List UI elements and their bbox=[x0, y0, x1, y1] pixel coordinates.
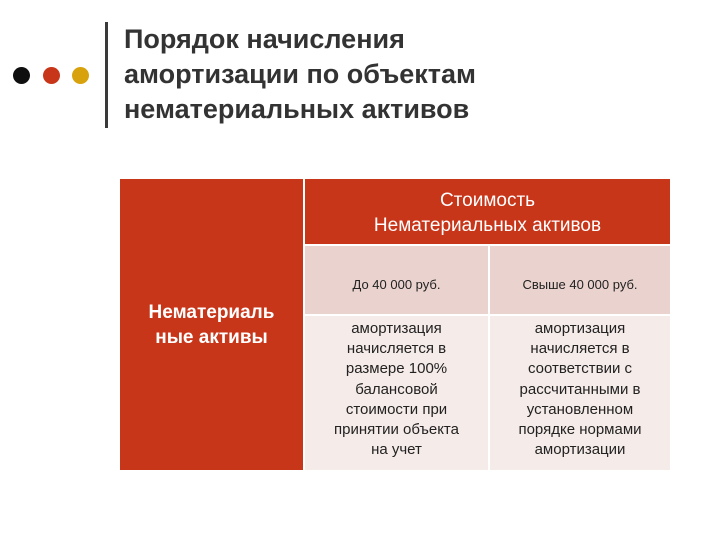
title-line: нематериальных активов bbox=[124, 94, 470, 124]
body-line: балансовой bbox=[355, 380, 438, 398]
body-line: амортизация bbox=[534, 320, 626, 337]
body-line: амортизация bbox=[351, 320, 442, 337]
body-line: соответствии с bbox=[527, 360, 632, 378]
subheader-label-under-40000: До 40 000 руб. bbox=[352, 277, 441, 292]
body-line: рассчитанными в bbox=[519, 380, 641, 398]
body-line: размере 100% bbox=[345, 360, 448, 378]
gold-dot-icon bbox=[72, 67, 89, 84]
body-line: стоимости при bbox=[345, 400, 448, 418]
body-line: амортизации bbox=[534, 441, 626, 459]
body-line: начисляется в bbox=[530, 340, 630, 358]
row-header-text bbox=[120, 300, 303, 350]
row-header-line: Нематериаль bbox=[148, 302, 275, 323]
title-divider bbox=[105, 22, 108, 128]
body-line: порядке нормами bbox=[518, 421, 642, 439]
title-line: Порядок начисления bbox=[124, 24, 405, 54]
body-line: начисляется в bbox=[346, 340, 447, 358]
title-line: амортизации по объектам bbox=[124, 59, 477, 89]
body-line: принятии объекта bbox=[334, 421, 459, 439]
body-line: на учет bbox=[371, 441, 422, 459]
body-text-over-40000 bbox=[490, 319, 670, 460]
subheader-label-over-40000: Свыше 40 000 руб. bbox=[522, 277, 638, 292]
body-text-under-40000 bbox=[305, 319, 488, 460]
column-header-line: Стоимость bbox=[439, 190, 536, 211]
column-header-line: Нематериальных активов bbox=[373, 215, 602, 236]
column-header-text bbox=[305, 188, 670, 238]
row-header-line: ные активы bbox=[155, 327, 268, 348]
black-dot-icon bbox=[13, 67, 30, 84]
body-line: установленном bbox=[526, 400, 634, 418]
slide-title bbox=[124, 22, 684, 127]
red-dot-icon bbox=[43, 67, 60, 84]
